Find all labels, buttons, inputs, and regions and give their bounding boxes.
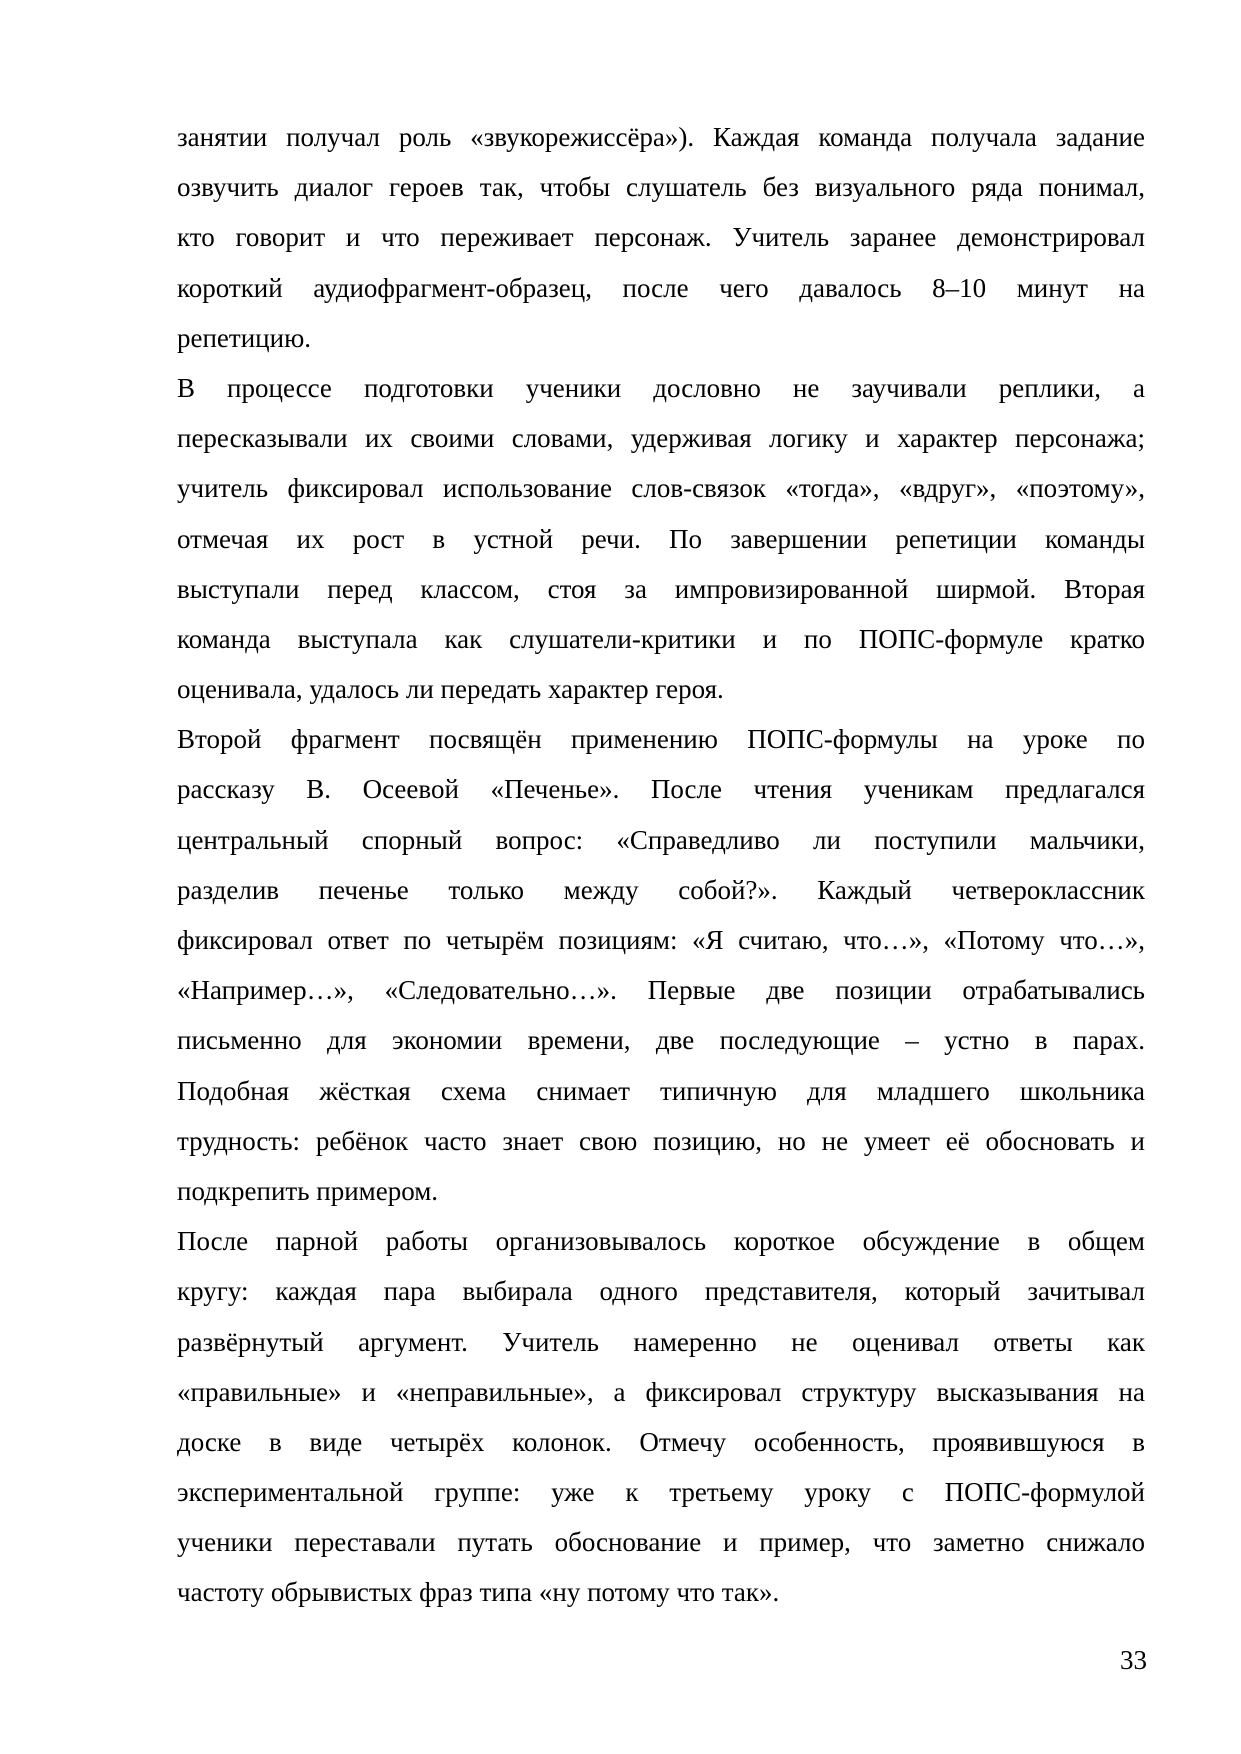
- text-line: частоту обрывистых фраз типа «ну потому что так».: [177, 1577, 780, 1608]
- text-line: Подобная жёсткая схема снимает типичную для младшего школьника: [177, 1075, 1145, 1106]
- text-line: учитель фиксировал использование слов-связок «тогда», «вдруг», «поэтому»,: [177, 473, 1145, 504]
- text-line: «правильные» и «неправильные», а фиксировал структуру высказывания на: [177, 1376, 1145, 1407]
- text-line: короткий аудиофрагмент-образец, после чего давалось 8–10 минут на: [177, 272, 1145, 303]
- text-line: экспериментальной группе: уже к третьему уроку с ПОПС-формулой: [177, 1477, 1145, 1508]
- text-line: подкрепить примером.: [177, 1175, 439, 1206]
- text-line: выступали перед классом, стоя за импровизированной ширмой. Вторая: [177, 573, 1145, 604]
- text-line: развёрнутый аргумент. Учитель намеренно не оценивал ответы как: [177, 1326, 1145, 1357]
- text-line: центральный спорный вопрос: «Справедливо ли поступили мальчики,: [177, 824, 1145, 855]
- text-line: ученики переставали путать обоснование и пример, что заметно снижало: [177, 1527, 1145, 1558]
- text-line: После парной работы организовывалось короткое обсуждение в общем: [177, 1226, 1145, 1257]
- text-line: фиксировал ответ по четырём позициям: «Я считаю, что…», «Потому что…»,: [177, 925, 1145, 955]
- text-line: Второй фрагмент посвящён применению ПОПС-формулы на уроке по: [177, 724, 1145, 755]
- text-line: озвучить диалог героев так, чтобы слушатель без визуального ряда понимал,: [177, 172, 1145, 203]
- text-line: кругу: каждая пара выбирала одного представителя, который зачитывал: [177, 1276, 1145, 1307]
- text-line: кто говорит и что переживает персонаж. Учитель заранее демонстрировал: [177, 222, 1145, 253]
- text-line: оценивала, удалось ли передать характер героя.: [177, 674, 724, 705]
- text-line: письменно для экономии времени, две последующие – устно в парах.: [177, 1025, 1145, 1056]
- text-line: В процессе подготовки ученики дословно не заучивали реплики, а: [177, 372, 1145, 403]
- text-line: рассказу В. Осеевой «Печенье». После чтения ученикам предлагался: [177, 774, 1145, 805]
- body-text: [177, 112, 1145, 1618]
- text-line: занятии получал роль «звукорежиссёра»). Каждая команда получала задание: [177, 122, 1145, 152]
- text-line: команда выступала как слушатели-критики и по ПОПС-формуле кратко: [177, 623, 1145, 654]
- text-line: отмечая их рост в устной речи. По завершении репетиции команды: [177, 523, 1145, 554]
- text-line: трудность: ребёнок часто знает свою позицию, но не умеет её обосновать и: [177, 1125, 1145, 1156]
- text-line: «Например…», «Следовательно…». Первые две позиции отрабатывались: [177, 975, 1145, 1006]
- text-line: пересказывали их своими словами, удерживая логику и характер персонажа;: [177, 423, 1145, 454]
- page-number: 33: [1120, 1645, 1147, 1675]
- text-line: разделив печенье только между собой?». Каждый четвероклассник: [177, 874, 1145, 905]
- text-line: доске в виде четырёх колонок. Отмечу особенность, проявившуюся в: [177, 1426, 1145, 1457]
- text-line: репетицию.: [177, 322, 311, 353]
